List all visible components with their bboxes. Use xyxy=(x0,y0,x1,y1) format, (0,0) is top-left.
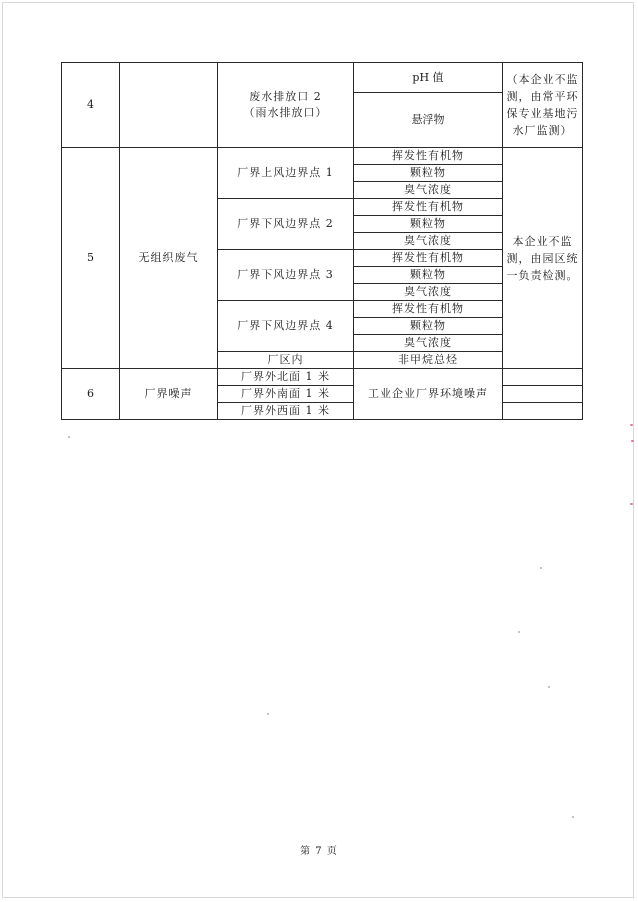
row4-location xyxy=(218,63,354,148)
row5-note: 本企业不监测，由园区统一负责检测。 xyxy=(503,148,583,369)
row5-factor: 臭气浓度 xyxy=(354,233,503,250)
table-row xyxy=(62,63,583,93)
row5-factor: 挥发性有机物 xyxy=(354,199,503,216)
scan-speck xyxy=(631,440,634,442)
row5-location: 厂界下风边界点 4 xyxy=(218,301,354,352)
row5-factor: 挥发性有机物 xyxy=(354,301,503,318)
table-row xyxy=(62,369,583,386)
scan-speck xyxy=(540,567,542,569)
row5-factor: 颗粒物 xyxy=(354,267,503,284)
row5-location: 厂界下风边界点 3 xyxy=(218,250,354,301)
scan-speck xyxy=(68,436,70,438)
row5-factor: 颗粒物 xyxy=(354,318,503,335)
row5-factor: 颗粒物 xyxy=(354,216,503,233)
row5-factor: 挥发性有机物 xyxy=(354,250,503,267)
row6-location: 厂界外西面 1 米 xyxy=(218,403,354,420)
row6-note-cell xyxy=(503,386,583,403)
row6-index: 6 xyxy=(62,369,120,420)
row5-factor: 颗粒物 xyxy=(354,165,503,182)
scan-speck xyxy=(267,713,269,715)
row5-location: 厂界上风边界点 1 xyxy=(218,148,354,199)
row5-factor: 挥发性有机物 xyxy=(354,148,503,165)
scan-speck xyxy=(572,816,574,818)
row6-note-cell xyxy=(503,403,583,420)
table-row xyxy=(62,148,583,165)
monitoring-table xyxy=(61,62,583,420)
row6-note-cell xyxy=(503,369,583,386)
row4-index: 4 xyxy=(62,63,120,148)
scan-speck xyxy=(630,503,633,505)
row5-location: 厂区内 xyxy=(218,352,354,369)
row6-factor: 工业企业厂界环境噪声 xyxy=(354,369,503,420)
row6-location: 厂界外北面 1 米 xyxy=(218,369,354,386)
row6-location: 厂界外南面 1 米 xyxy=(218,386,354,403)
scan-speck xyxy=(630,424,633,426)
row5-index: 5 xyxy=(62,148,120,369)
row4-note: （本企业不监测，由常平环保专业基地污水厂监测） xyxy=(503,63,583,148)
row4-location-line1: 废水排放口 2 xyxy=(249,90,322,103)
row5-category: 无组织废气 xyxy=(120,148,218,369)
row4-category xyxy=(120,63,218,148)
row6-category: 厂界噪声 xyxy=(120,369,218,420)
scan-speck xyxy=(548,686,550,688)
row5-factor: 臭气浓度 xyxy=(354,335,503,352)
row5-factor: 非甲烷总烃 xyxy=(354,352,503,369)
row5-location: 厂界下风边界点 2 xyxy=(218,199,354,250)
row4-location-line2: （雨水排放口） xyxy=(243,106,328,119)
row5-factor: 臭气浓度 xyxy=(354,182,503,199)
scan-speck xyxy=(518,631,520,633)
page-number: 第 7 页 xyxy=(300,846,338,857)
row4-factor: pH 值 xyxy=(354,63,503,93)
row4-factor: 悬浮物 xyxy=(354,93,503,148)
row5-factor: 臭气浓度 xyxy=(354,284,503,301)
